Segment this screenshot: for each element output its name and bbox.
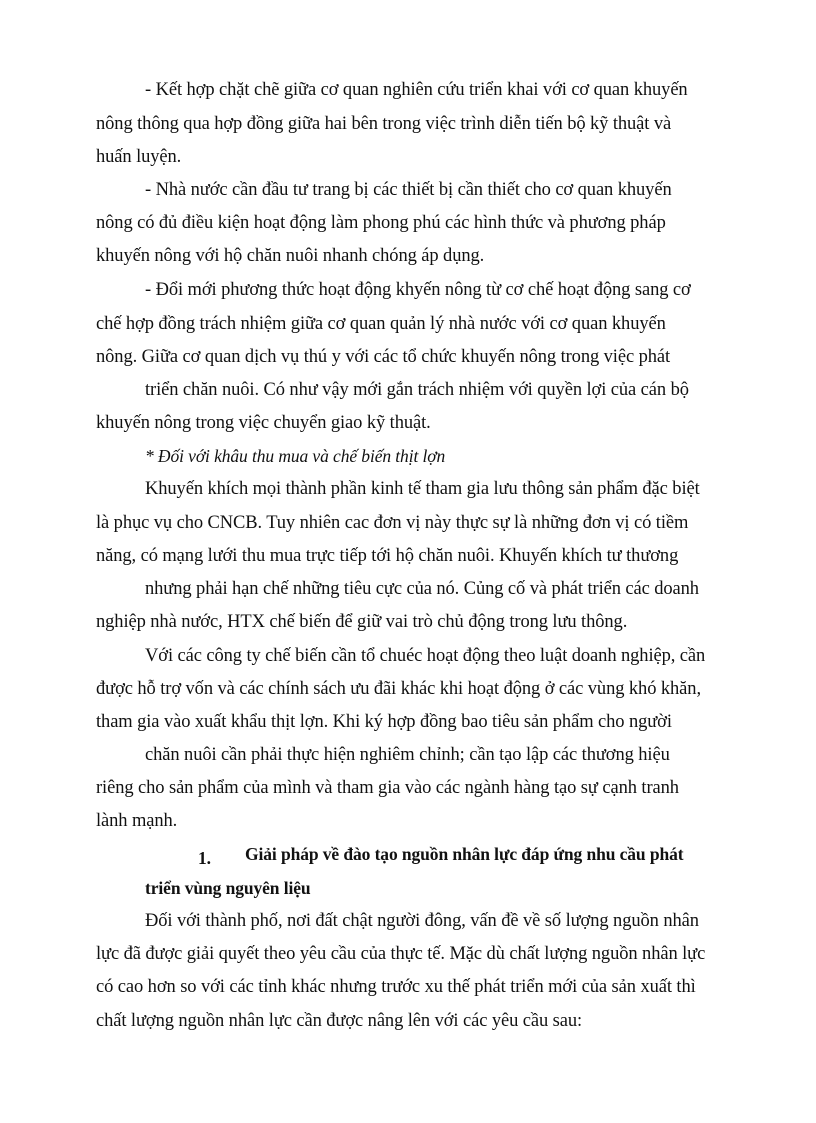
paragraph-line: chế hợp đồng trách nhiệm giữa cơ quan quản lý nhà nước với cơ quan khuyến: [96, 314, 666, 334]
paragraph-line: nông có đủ điều kiện hoạt động làm phong phú các hình thức và phương pháp: [96, 213, 666, 233]
paragraph-line: riêng cho sản phẩm của mình và tham gia vào các ngành hàng tạo sự cạnh tranh: [96, 778, 679, 798]
paragraph-line: - Kết hợp chặt chẽ giữa cơ quan nghiên cứu triển khai với cơ quan khuyến: [145, 80, 688, 100]
paragraph-line: lực đã được giải quyết theo yêu cầu của thực tế. Mặc dù chất lượng nguồn nhân lực: [96, 944, 706, 964]
paragraph-line: nhưng phải hạn chế những tiêu cực của nó. Củng cố và phát triển các doanh: [145, 579, 699, 599]
paragraph-line: triển chăn nuôi. Có như vậy mới gắn trách nhiệm với quyền lợi của cán bộ: [145, 380, 689, 400]
heading-title: Giải pháp về đào tạo nguồn nhân lực đáp ứng nhu cầu phát: [245, 844, 684, 864]
paragraph-line: chăn nuôi cần phải thực hiện nghiêm chỉnh; cần tạo lập các thương hiệu: [145, 745, 670, 765]
paragraph-line: nông thông qua hợp đồng giữa hai bên trong việc trình diễn tiến bộ kỹ thuật và: [96, 114, 672, 134]
paragraph-line: Đối với thành phố, nơi đất chật người đông, vấn đề về số lượng nguồn nhân: [145, 911, 699, 931]
paragraph-line: chất lượng nguồn nhân lực cần được nâng lên với các yêu cầu sau:: [96, 1011, 583, 1031]
paragraph-line: khuyến nông với hộ chăn nuôi nhanh chóng áp dụng.: [96, 246, 485, 266]
heading-number: 1.: [198, 848, 211, 868]
paragraph-line: huấn luyện.: [96, 147, 182, 167]
paragraph-line: - Đổi mới phương thức hoạt động khyến nông từ cơ chế hoạt động sang cơ: [145, 280, 691, 300]
paragraph-line: Với các công ty chế biến cần tổ chuéc hoạt động theo luật doanh nghiệp, cần: [145, 646, 706, 666]
paragraph-line: nông. Giữa cơ quan dịch vụ thú y với các tổ chức khuyến nông trong việc phát: [96, 347, 671, 367]
paragraph-line: - Nhà nước cần đầu tư trang bị các thiết bị cần thiết cho cơ quan khuyến: [145, 180, 672, 200]
paragraph-line: năng, có mạng lưới thu mua trực tiếp tới hộ chăn nuôi. Khuyến khích tư thương: [96, 546, 679, 566]
paragraph-line: được hỗ trợ vốn và các chính sách ưu đãi khác khi hoạt động ở các vùng khó khăn,: [96, 679, 701, 699]
paragraph-line: là phục vụ cho CNCB. Tuy nhiên cac đơn vị này thực sự là những đơn vị có tiềm: [96, 513, 689, 533]
paragraph-line: lành mạnh.: [96, 811, 178, 831]
paragraph-line: khuyến nông trong việc chuyển giao kỹ thuật.: [96, 413, 431, 433]
paragraph-line: nghiệp nhà nước, HTX chế biến để giữ vai trò chủ động trong lưu thông.: [96, 612, 628, 632]
paragraph-line: Khuyến khích mọi thành phần kinh tế tham gia lưu thông sản phẩm đặc biệt: [145, 479, 700, 499]
paragraph-line: có cao hơn so với các tỉnh khác nhưng trước xu thế phát triển mới của sản xuất thì: [96, 977, 696, 997]
paragraph-line: tham gia vào xuất khẩu thịt lợn. Khi ký hợp đồng bao tiêu sản phẩm cho người: [96, 712, 672, 732]
heading-title-continued: triển vùng nguyên liệu: [145, 878, 311, 898]
section-subheading: * Đối với khâu thu mua và chế biến thịt lợn: [145, 446, 446, 466]
